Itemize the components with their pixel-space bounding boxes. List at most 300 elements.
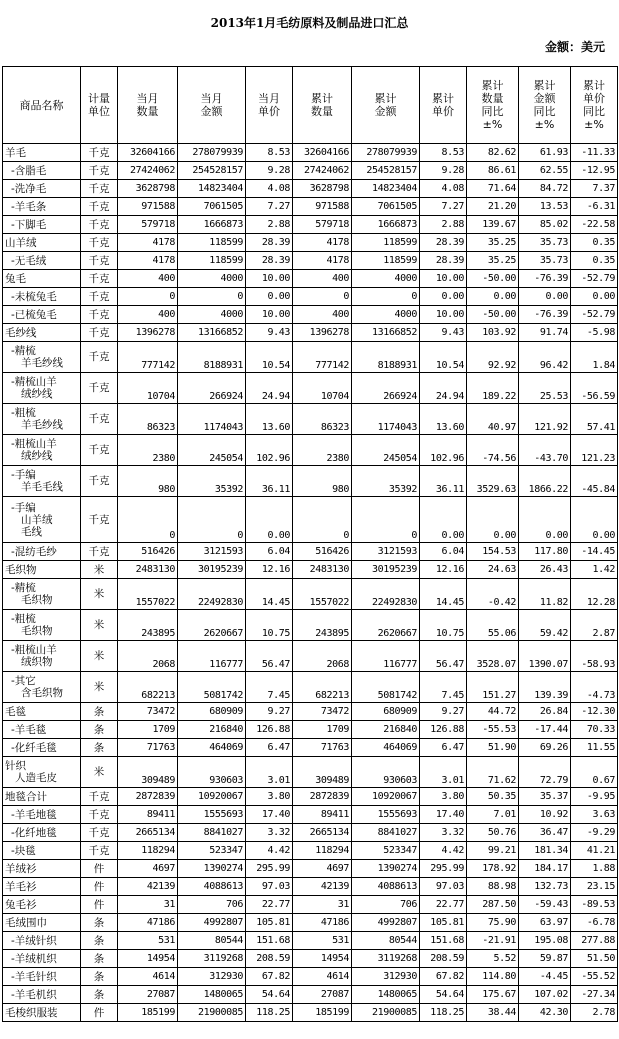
value-cell: 12.28 [571, 579, 618, 610]
column-header-line: 累计 [432, 92, 454, 105]
value-cell: 10.75 [246, 610, 293, 641]
value-cell: 2620667 [352, 610, 420, 641]
table-row [3, 144, 618, 162]
value-cell: 4178 [293, 252, 352, 270]
value-cell: 3.80 [420, 788, 467, 806]
value-cell: 0 [293, 288, 352, 306]
value-cell: 980 [293, 466, 352, 497]
unit-cell: 件 [81, 1004, 118, 1022]
product-name-line: -手编 [11, 469, 36, 481]
product-name-line: -羊毛针织 [11, 970, 57, 983]
table-row [3, 306, 618, 324]
value-cell: 7061505 [352, 198, 420, 216]
column-header-line: 单价 [583, 92, 605, 105]
unit-cell: 条 [81, 739, 118, 757]
value-cell: 4697 [293, 860, 352, 878]
value-cell: -6.78 [571, 914, 618, 932]
value-cell: 40.97 [467, 404, 519, 435]
column-header-line: 当月 [136, 92, 159, 105]
value-cell: -76.39 [519, 270, 571, 288]
value-cell: 278079939 [178, 144, 246, 162]
value-cell: 22.77 [246, 896, 293, 914]
value-cell: 0.67 [571, 757, 618, 788]
value-cell: 8.53 [420, 144, 467, 162]
product-name-line: 毛毯 [5, 705, 26, 718]
value-cell: 32604166 [118, 144, 178, 162]
value-cell: 777142 [293, 342, 352, 373]
product-name-line: -粗梳 [11, 407, 36, 419]
column-header-line: 商品名称 [19, 98, 64, 112]
value-cell: -14.45 [571, 543, 618, 561]
value-cell: 61.93 [519, 144, 571, 162]
value-cell: 13.60 [420, 404, 467, 435]
value-cell: 2068 [118, 641, 178, 672]
value-cell: 0.00 [420, 497, 467, 543]
value-cell: 245054 [352, 435, 420, 466]
product-name-cell [3, 234, 81, 252]
value-cell: 36.11 [246, 466, 293, 497]
value-cell: 9.28 [246, 162, 293, 180]
value-cell: 4614 [118, 968, 178, 986]
value-cell: 22492830 [178, 579, 246, 610]
table-row [3, 579, 618, 610]
value-cell: 4088613 [352, 878, 420, 896]
value-cell: 2380 [118, 435, 178, 466]
value-cell: 254528157 [352, 162, 420, 180]
value-cell: 7.45 [246, 672, 293, 703]
value-cell: 51.50 [571, 950, 618, 968]
value-cell: 69.26 [519, 739, 571, 757]
table-row [3, 703, 618, 721]
value-cell: 706 [178, 896, 246, 914]
product-name-cell [3, 1004, 81, 1022]
value-cell: 1390.07 [519, 641, 571, 672]
product-name-line: -其它 [11, 675, 36, 687]
value-cell: 579718 [118, 216, 178, 234]
unit-cell: 千克 [81, 404, 118, 435]
column-header [81, 67, 118, 144]
value-cell: 97.03 [246, 878, 293, 896]
product-name-cell [3, 842, 81, 860]
value-cell: 0.00 [519, 288, 571, 306]
value-cell: 11.82 [519, 579, 571, 610]
table-row [3, 824, 618, 842]
value-cell: 0.00 [571, 497, 618, 543]
column-header-line: 同比 [533, 105, 556, 118]
value-cell: 27087 [293, 986, 352, 1004]
product-name-line: 羊绒衫 [5, 862, 37, 875]
table-row [3, 324, 618, 342]
table-row [3, 404, 618, 435]
value-cell: 28.39 [420, 252, 467, 270]
value-cell: 2068 [293, 641, 352, 672]
product-name-line: -含脂毛 [11, 164, 47, 177]
table-body [3, 144, 618, 1022]
value-cell: 1557022 [118, 579, 178, 610]
value-cell: 35.73 [519, 252, 571, 270]
value-cell: 0 [118, 497, 178, 543]
value-cell: 1396278 [293, 324, 352, 342]
value-cell: 9.28 [420, 162, 467, 180]
value-cell: 121.23 [571, 435, 618, 466]
column-header-line: ±% [482, 118, 503, 131]
table-row [3, 435, 618, 466]
value-cell: 54.64 [246, 986, 293, 1004]
column-header-line: 当月 [200, 92, 223, 105]
unit-cell: 米 [81, 561, 118, 579]
value-cell: 59.42 [519, 610, 571, 641]
table-row [3, 806, 618, 824]
column-header [467, 67, 519, 144]
product-name-cell [3, 860, 81, 878]
product-name-cell [3, 198, 81, 216]
value-cell: 1174043 [352, 404, 420, 435]
unit-cell: 千克 [81, 543, 118, 561]
value-cell: 139.67 [467, 216, 519, 234]
value-cell: 523347 [178, 842, 246, 860]
table-row [3, 198, 618, 216]
value-cell: 26.84 [519, 703, 571, 721]
value-cell: 89411 [118, 806, 178, 824]
table-row [3, 561, 618, 579]
product-name-cell [3, 543, 81, 561]
unit-cell: 千克 [81, 342, 118, 373]
column-header-line: 单位 [88, 105, 110, 118]
value-cell: 312930 [352, 968, 420, 986]
product-name-cell [3, 950, 81, 968]
value-cell: 185199 [293, 1004, 352, 1022]
value-cell: 31 [118, 896, 178, 914]
unit-cell: 千克 [81, 842, 118, 860]
value-cell: -52.79 [571, 306, 618, 324]
value-cell: 126.88 [246, 721, 293, 739]
table-row [3, 234, 618, 252]
value-cell: 277.88 [571, 932, 618, 950]
table-row [3, 543, 618, 561]
value-cell: 2665134 [293, 824, 352, 842]
table-row [3, 270, 618, 288]
product-name-line: 毛织物 [21, 625, 53, 637]
value-cell: 6.47 [246, 739, 293, 757]
column-header-line: 同比 [583, 105, 605, 118]
column-header-line: 同比 [481, 105, 504, 118]
value-cell: 3628798 [118, 180, 178, 198]
column-header [118, 67, 178, 144]
value-cell: -4.45 [519, 968, 571, 986]
value-cell: 6.04 [420, 543, 467, 561]
value-cell: 2620667 [178, 610, 246, 641]
column-header-line: ±% [534, 118, 555, 131]
unit-cell: 千克 [81, 162, 118, 180]
value-cell: 36.11 [420, 466, 467, 497]
value-cell: -9.95 [571, 788, 618, 806]
table-row [3, 932, 618, 950]
value-cell: 245054 [178, 435, 246, 466]
value-cell: 0.35 [571, 234, 618, 252]
value-cell: 8188931 [178, 342, 246, 373]
product-name-cell [3, 896, 81, 914]
table-row [3, 986, 618, 1004]
value-cell: 4992807 [178, 914, 246, 932]
product-name-line: 羊毛毛线 [21, 481, 63, 493]
column-header-line: 金额 [200, 105, 223, 118]
value-cell: 4000 [352, 306, 420, 324]
value-cell: -4.73 [571, 672, 618, 703]
value-cell: 35392 [352, 466, 420, 497]
value-cell: 54.64 [420, 986, 467, 1004]
value-cell: 102.96 [420, 435, 467, 466]
unit-cell: 千克 [81, 288, 118, 306]
product-name-line: 山羊绒 [21, 513, 53, 526]
product-name-cell [3, 968, 81, 986]
value-cell: 27424062 [118, 162, 178, 180]
value-cell: 97.03 [420, 878, 467, 896]
table-row [3, 896, 618, 914]
value-cell: 89411 [293, 806, 352, 824]
product-name-cell [3, 252, 81, 270]
value-cell: 3.32 [246, 824, 293, 842]
table-row [3, 373, 618, 404]
value-cell: 243895 [118, 610, 178, 641]
column-header-line: 金额 [533, 92, 556, 105]
product-name-cell [3, 757, 81, 788]
value-cell: -55.53 [467, 721, 519, 739]
unit-cell: 米 [81, 610, 118, 641]
value-cell: 151.27 [467, 672, 519, 703]
value-cell: 1666873 [352, 216, 420, 234]
value-cell: 4.42 [246, 842, 293, 860]
value-cell: 2483130 [118, 561, 178, 579]
value-cell: 118599 [178, 252, 246, 270]
column-header-line: 单价 [432, 105, 454, 118]
value-cell: 3528.07 [467, 641, 519, 672]
value-cell: 17.40 [246, 806, 293, 824]
value-cell: 11.55 [571, 739, 618, 757]
value-cell: 2.88 [246, 216, 293, 234]
unit-cell: 千克 [81, 824, 118, 842]
value-cell: 2665134 [118, 824, 178, 842]
value-cell: 118599 [352, 234, 420, 252]
value-cell: 55.06 [467, 610, 519, 641]
value-cell: -55.52 [571, 968, 618, 986]
table-row [3, 342, 618, 373]
value-cell: 3.01 [420, 757, 467, 788]
value-cell: 50.76 [467, 824, 519, 842]
value-cell: 80544 [352, 932, 420, 950]
value-cell: 464069 [178, 739, 246, 757]
value-cell: -76.39 [519, 306, 571, 324]
value-cell: 114.80 [467, 968, 519, 986]
value-cell: 103.92 [467, 324, 519, 342]
column-header-line: 累计 [533, 79, 556, 92]
column-header-line: 累计 [311, 92, 333, 105]
unit-cell: 条 [81, 721, 118, 739]
value-cell: 208.59 [420, 950, 467, 968]
column-header-line: 累计 [583, 79, 605, 92]
value-cell: 17.40 [420, 806, 467, 824]
product-name-cell [3, 180, 81, 198]
unit-cell: 条 [81, 968, 118, 986]
value-cell: 1174043 [178, 404, 246, 435]
table-row [3, 788, 618, 806]
value-cell: -9.29 [571, 824, 618, 842]
value-cell: 51.90 [467, 739, 519, 757]
value-cell: 8841027 [178, 824, 246, 842]
value-cell: 92.92 [467, 342, 519, 373]
value-cell: 44.72 [467, 703, 519, 721]
product-name-cell [3, 216, 81, 234]
value-cell: 930603 [352, 757, 420, 788]
value-cell: 216840 [178, 721, 246, 739]
value-cell: 14823404 [352, 180, 420, 198]
value-cell: 189.22 [467, 373, 519, 404]
value-cell: -11.33 [571, 144, 618, 162]
value-cell: 682213 [118, 672, 178, 703]
value-cell: -27.34 [571, 986, 618, 1004]
value-cell: 24.94 [420, 373, 467, 404]
value-cell: 309489 [293, 757, 352, 788]
column-header-line: 单价 [258, 105, 280, 118]
value-cell: 13.60 [246, 404, 293, 435]
value-cell: 151.68 [246, 932, 293, 950]
product-name-line: -羊毛条 [11, 200, 47, 213]
column-header-line: 数量 [311, 105, 333, 118]
value-cell: 4178 [293, 234, 352, 252]
value-cell: 117.80 [519, 543, 571, 561]
value-cell: 80544 [178, 932, 246, 950]
value-cell: 107.02 [519, 986, 571, 1004]
value-cell: -74.56 [467, 435, 519, 466]
product-name-line: 毛线 [21, 525, 42, 538]
value-cell: 216840 [352, 721, 420, 739]
product-name-cell [3, 342, 81, 373]
value-cell: 35.37 [519, 788, 571, 806]
value-cell: 531 [118, 932, 178, 950]
unit-cell: 件 [81, 860, 118, 878]
value-cell: 0.35 [571, 252, 618, 270]
unit-cell: 条 [81, 950, 118, 968]
product-name-cell [3, 986, 81, 1004]
value-cell: 118294 [118, 842, 178, 860]
product-name-line: 毛绒围巾 [5, 916, 47, 929]
value-cell: 85.02 [519, 216, 571, 234]
column-header [571, 67, 618, 144]
product-name-line: 羊毛衫 [5, 880, 37, 893]
value-cell: 175.67 [467, 986, 519, 1004]
table-row [3, 610, 618, 641]
product-name-line: -无毛绒 [11, 254, 47, 267]
value-cell: 30195239 [352, 561, 420, 579]
table-row [3, 968, 618, 986]
value-cell: 278079939 [352, 144, 420, 162]
product-name-cell [3, 497, 81, 543]
product-name-line: -块毯 [11, 844, 36, 857]
value-cell: 0.00 [571, 288, 618, 306]
value-cell: 42139 [293, 878, 352, 896]
value-cell: 1396278 [118, 324, 178, 342]
value-cell: 208.59 [246, 950, 293, 968]
value-cell: 3.80 [246, 788, 293, 806]
value-cell: 13166852 [178, 324, 246, 342]
value-cell: 41.21 [571, 842, 618, 860]
value-cell: 6.47 [420, 739, 467, 757]
unit-cell: 条 [81, 932, 118, 950]
product-name-cell [3, 788, 81, 806]
product-name-line: -羊毛毯 [11, 723, 47, 736]
product-name-line: -化纤地毯 [11, 826, 57, 839]
value-cell: 10.00 [246, 270, 293, 288]
value-cell: 680909 [352, 703, 420, 721]
import-summary-table [2, 66, 618, 1022]
value-cell: -17.44 [519, 721, 571, 739]
product-name-line: 毛梭织服装 [5, 1006, 58, 1019]
value-cell: 971588 [293, 198, 352, 216]
value-cell: -12.95 [571, 162, 618, 180]
value-cell: 118599 [352, 252, 420, 270]
value-cell: 185199 [118, 1004, 178, 1022]
table-row [3, 466, 618, 497]
value-cell: 930603 [178, 757, 246, 788]
product-name-cell [3, 373, 81, 404]
value-cell: 195.08 [519, 932, 571, 950]
table-row [3, 914, 618, 932]
unit-cell: 条 [81, 986, 118, 1004]
column-header [519, 67, 571, 144]
value-cell: 35392 [178, 466, 246, 497]
value-cell: -12.30 [571, 703, 618, 721]
value-cell: 1.84 [571, 342, 618, 373]
value-cell: 35.25 [467, 234, 519, 252]
table-row [3, 162, 618, 180]
value-cell: 14954 [118, 950, 178, 968]
value-cell: 8841027 [352, 824, 420, 842]
value-cell: 0.00 [467, 288, 519, 306]
value-cell: 579718 [293, 216, 352, 234]
value-cell: 118294 [293, 842, 352, 860]
value-cell: 9.27 [246, 703, 293, 721]
value-cell: -21.91 [467, 932, 519, 950]
product-name-line: -未梳兔毛 [11, 290, 57, 303]
unit-cell: 千克 [81, 497, 118, 543]
value-cell: 4.42 [420, 842, 467, 860]
product-name-line: -羊毛地毯 [11, 808, 57, 821]
value-cell: 154.53 [467, 543, 519, 561]
value-cell: 151.68 [420, 932, 467, 950]
value-cell: 0.00 [246, 497, 293, 543]
report-title: 2013年1月毛纺原料及制品进口汇总 [210, 16, 409, 30]
unit-cell: 千克 [81, 373, 118, 404]
table-row [3, 721, 618, 739]
product-name-line: -混纺毛纱 [11, 545, 57, 558]
unit-cell: 千克 [81, 144, 118, 162]
product-name-cell [3, 324, 81, 342]
value-cell: 254528157 [178, 162, 246, 180]
value-cell: 24.63 [467, 561, 519, 579]
value-cell: 266924 [178, 373, 246, 404]
value-cell: 82.62 [467, 144, 519, 162]
unit-cell: 千克 [81, 788, 118, 806]
value-cell: 121.92 [519, 404, 571, 435]
product-name-cell [3, 404, 81, 435]
value-cell: 980 [118, 466, 178, 497]
value-cell: 23.15 [571, 878, 618, 896]
value-cell: 86323 [118, 404, 178, 435]
value-cell: 4697 [118, 860, 178, 878]
value-cell: 1555693 [178, 806, 246, 824]
product-name-line: -粗梳山羊 [11, 438, 57, 450]
table-row [3, 842, 618, 860]
value-cell: 10920067 [352, 788, 420, 806]
